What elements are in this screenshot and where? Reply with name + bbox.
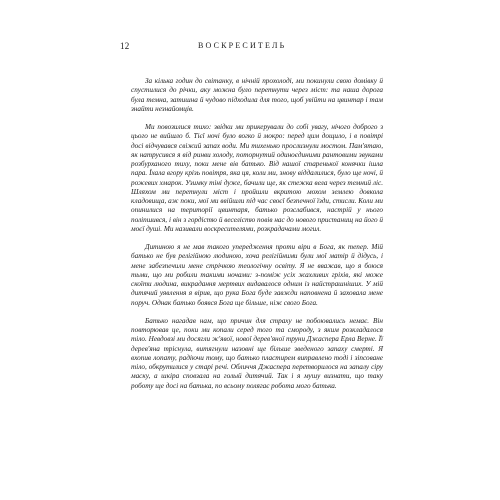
- paragraph-3: Дитиною я не мав такого упередження проти віри в Бога, як тепер. Мій батько не був релігійною людиною, хоча релігійними були мої матір й дідусь, і мене забезпечили мене стрічкою теологічну освіту. Я не вважав, що я боюся тьми, що ми робили такими ночами: з-поміж усіх жахливих гріхів, які може скоїти людина, викрадання мертвих видавалося одним із найстрашніших. У мій дитячий уявлення я вірив, що рука Бога буде завжди наповнена й заховала мене поруч. Однак батько боявся Бога ще більше, ніж свого Бога.: [131, 243, 383, 307]
- page-number: 12: [120, 41, 130, 51]
- paragraph-4: Батько нагадав нам, що причин для страху не побоювались немає. Він повторював це, поки ми копали серед того та смороду, з яким розкладалося тіло. Невдовзі ми досягли ж'явої, нової дерев'яної труни Джаспера Ерла Верне. Її дерев'яна тріснула, витягнули назовні ще більше зведеного запаху смерті. Я вхопив лопату, радіючи тому, що батько пластирем виправлено тоді і зіпсоване тіло, обкрутилися у старі речі. Обличчя Джаспера перетворилося на запалу сіру маску, а шкіра сповзала на голый дитячий. Так і я мушу визнати, що таку роботу ще досі на батька, по всьому полягає робота мого батька.: [131, 316, 383, 390]
- running-head-title: ВОСКРЕСИТЕЛЬ: [198, 41, 287, 50]
- body-text: [131, 77, 383, 391]
- paragraph-2: Ми повозилися тихо: звідки ми прикерували до собі увагу, нічого доброго з цього не вийшло б. Тієї ночі було вогко й мокро: перед цим дощило, і в повітрі досі відчувався свіжий запах води. Ми тихенько прослизнули мостом. Пам'ятаю, як натрусився я від ринви холоду, поторнутий одиноєдиними рантовими звуками розбурханого тиху, поки мене вів батько. Від нашої старенької конячки ішла пара. Їхала вгору крізь повітря, яка ця, коли ми, знову віддалилися, було ще ночі, й рожевих хмарок. Узимку тіні дуже, бачили ще, як стежка вела через темний ліс. Шляхом ми перетнули міст і пройшли вкритою мохом землею довкола кладовища, аж поки, мої ми ввійшли під час своєї безпечної їзди, стисли. Коли ми опинилися на території цвинтаря, батько розслабився, настрій у нього поліпшився, і він з гордістю й веселістю повів нас до нового пристанищ на його й моєї душі. Ми називали воскресителями, розкрадачами могил.: [131, 123, 383, 233]
- paragraph-1: За кілька годин до світанку, в нічній прохолоді, ми покинули свою домівку й спустилися до річки, аку можна було перетнути через міст: та наша дорога була темна, затишна й чудово підходила для того, щоб увійти на цвинтар і там знайти незнайомців.: [131, 77, 383, 113]
